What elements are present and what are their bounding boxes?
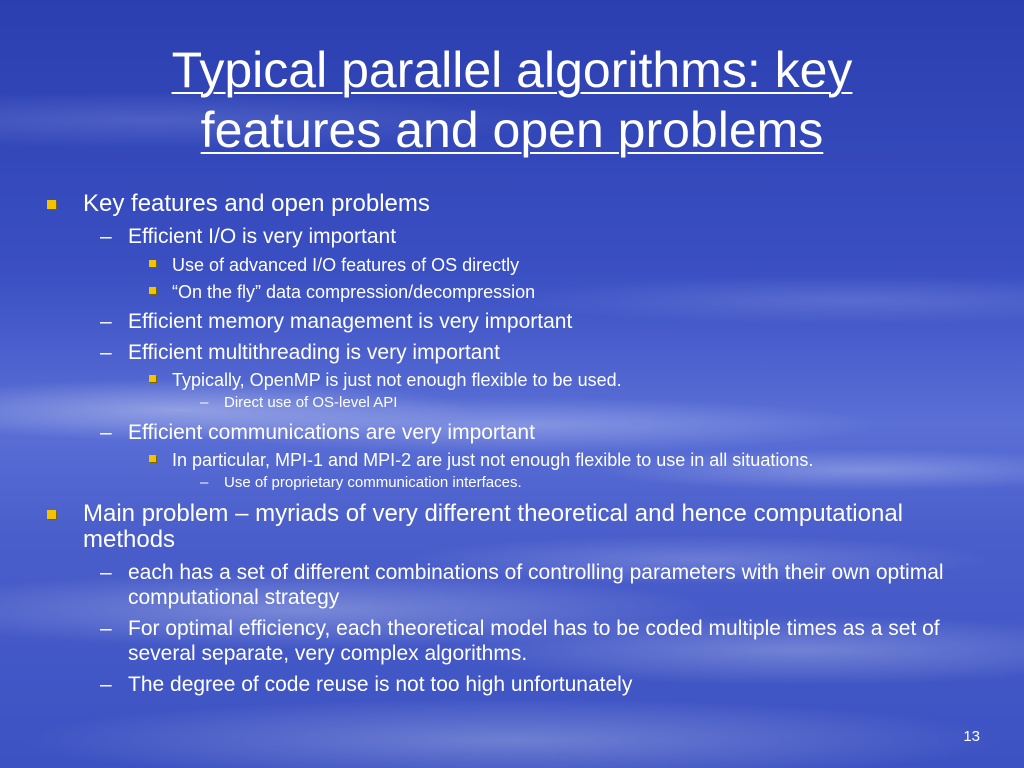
bullet-communications [100, 420, 988, 445]
bullet-text: Use of proprietary communication interfaces. [224, 474, 522, 491]
bullet-text: each has a set of different combinations of controlling parameters with their own optimal computational strategy [128, 561, 944, 609]
dash-bullet-icon: – [100, 673, 112, 696]
bullet-text: Efficient memory management is very important [128, 310, 573, 333]
bullet-text: Efficient multithreading is very important [128, 341, 500, 364]
bullet-key-features [83, 191, 993, 217]
square-bullet-icon [149, 260, 156, 267]
bullet-text: The degree of code reuse is not too high unfortunately [128, 673, 633, 696]
dash-bullet-icon: – [100, 421, 112, 444]
slide-title [40, 40, 984, 160]
bullet-compression [172, 281, 892, 303]
page-number: 13 [963, 728, 980, 745]
bullet-advanced-io [172, 254, 892, 276]
square-bullet-icon [149, 455, 156, 462]
bullet-code-reuse [100, 672, 988, 697]
square-bullet-icon [149, 375, 156, 382]
slide-title-line-1: Typical parallel algorithms: key [171, 42, 853, 98]
bullet-openmp [172, 369, 892, 391]
slide-title-line-2: features and open problems [200, 102, 824, 158]
dash-bullet-icon: – [100, 561, 112, 584]
bullet-multithreading [100, 340, 988, 365]
bullet-controlling-parameters [100, 560, 988, 610]
dash-bullet-icon: – [100, 310, 112, 333]
bullet-optimal-efficiency [100, 616, 988, 666]
bullet-memory-management [100, 309, 988, 334]
slide-body [0, 188, 1024, 697]
bullet-os-api [200, 393, 924, 413]
bullet-text: Main problem – myriads of very different theoretical and hence computational methods [83, 500, 903, 553]
square-bullet-icon [149, 287, 156, 294]
bullet-main-problem [83, 501, 993, 553]
bullet-text: Use of advanced I/O features of OS directly [172, 255, 520, 275]
bullet-text: For optimal efficiency, each theoretical model has to be coded multiple times as a set of several separate, very complex algorithms. [128, 617, 940, 665]
dash-bullet-icon: – [100, 617, 112, 640]
dash-bullet-icon: – [200, 474, 209, 491]
bullet-text: Key features and open problems [83, 190, 430, 217]
bullet-text: Efficient communications are very important [128, 421, 535, 444]
bullet-proprietary-interfaces [200, 473, 924, 493]
dash-bullet-icon: – [100, 341, 112, 364]
dash-bullet-icon: – [100, 225, 112, 248]
square-bullet-icon [47, 200, 56, 209]
bullet-text: Direct use of OS-level API [224, 394, 398, 411]
bullet-efficient-io [100, 224, 988, 249]
square-bullet-icon [47, 510, 56, 519]
bullet-text: Efficient I/O is very important [128, 225, 397, 248]
dash-bullet-icon: – [200, 394, 209, 411]
bullet-text: “On the fly” data compression/decompression [172, 282, 536, 302]
bullet-mpi [172, 449, 892, 471]
bullet-text: In particular, MPI-1 and MPI-2 are just not enough flexible to use in all situations. [172, 450, 814, 470]
bullet-text: Typically, OpenMP is just not enough flexible to be used. [172, 370, 622, 390]
